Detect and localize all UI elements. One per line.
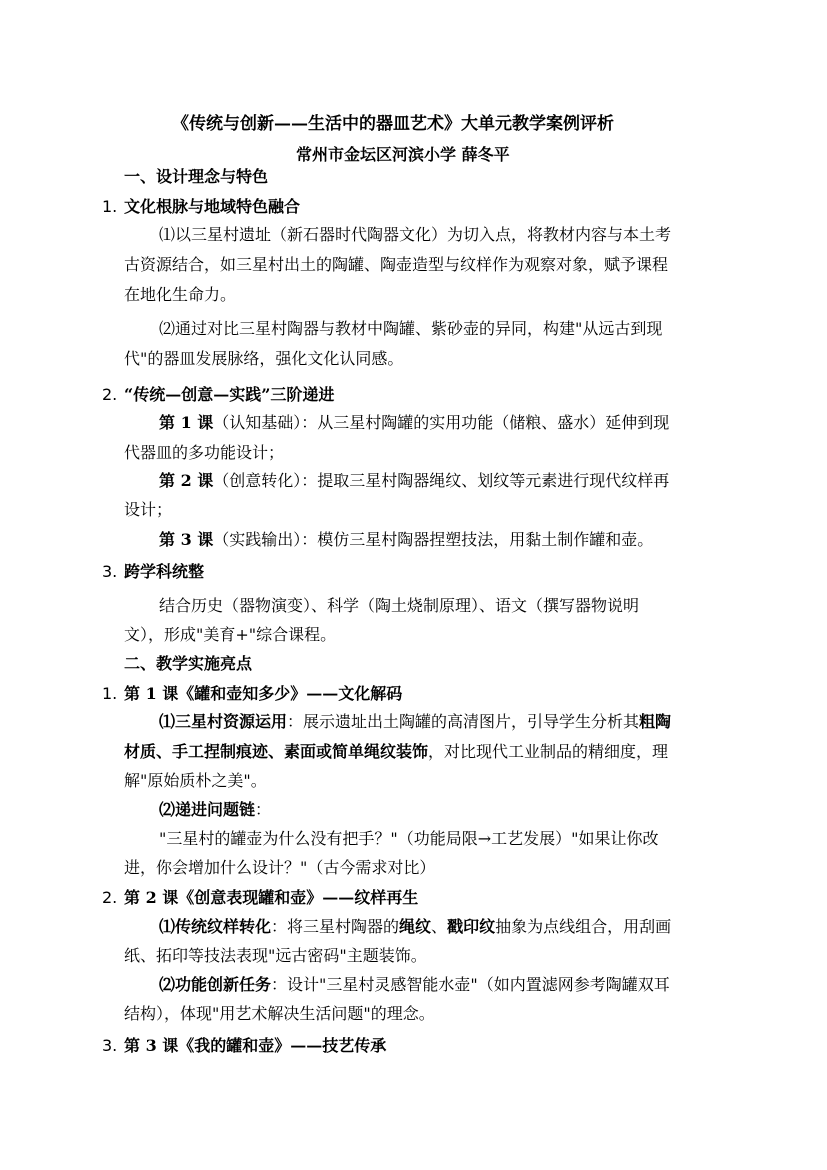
lesson-text: （创意转化）：提取三星村陶器绳纹、划纹等元素进行现代纹样再: [213, 471, 670, 490]
document-title: 《传统与创新——生活中的器皿艺术》大单元教学案例评析: [172, 114, 614, 134]
list-number: 1.: [102, 684, 118, 703]
paragraph-line: [159, 413, 669, 433]
bold-label: ⑴三星村资源运用: [159, 712, 288, 731]
paragraph-line: ⑵通过对比三星村陶器与教材中陶罐、紫砂壶的异同，构建"从远古到现: [159, 319, 663, 338]
paragraph-line: 结构），体现"用艺术解决生活问题"的理念。: [124, 1004, 435, 1023]
item-heading: 第 2 课《创意表现罐和壶》——纹样再生: [124, 888, 419, 907]
paragraph-line: "三星村的罐壶为什么没有把手？"（功能局限→工艺发展）"如果让你改: [159, 829, 659, 848]
bold-span: 戳印纹: [447, 917, 496, 936]
bold-label: ⑵递进问题链: [159, 800, 256, 819]
item-heading: 文化根脉与地域特色融合: [124, 197, 301, 216]
list-number: 1.: [102, 197, 118, 216]
paragraph-line: 文），形成"美育+"综合课程。: [124, 625, 337, 644]
text-span: 、: [431, 917, 448, 936]
bold-span: 材质、手工捏制痕迹、素面或简单绳纹装饰: [124, 742, 429, 761]
paragraph-line: 代"的器皿发展脉络，强化文化认同感。: [124, 349, 404, 368]
list-number: 2.: [102, 385, 118, 404]
paragraph-line: 进，你会增加什么设计？"（古今需求对比）: [124, 858, 436, 877]
lesson-label: 第 1 课: [159, 413, 214, 432]
list-number: 3.: [102, 562, 118, 581]
paragraph-line: 在地化生命力。: [124, 285, 237, 304]
paragraph-line: 设计；: [124, 500, 173, 519]
item-heading: “传统—创意—实践”三阶递进: [124, 385, 335, 404]
paragraph-line: [159, 712, 671, 732]
bold-label: ⑵功能创新任务: [159, 975, 272, 994]
item-heading: 第 1 课《罐和壶知多少》——文化解码: [124, 684, 403, 703]
list-number: 2.: [102, 888, 118, 907]
section-heading-1: 一、设计理念与特色: [124, 167, 269, 186]
paragraph-line: [159, 917, 671, 937]
paragraph-line: 结合历史（器物演变）、科学（陶土烧制原理）、语文（撰写器物说明: [159, 596, 640, 615]
item-heading: 第 3 课《我的罐和壶》——技艺传承: [124, 1036, 387, 1055]
lesson-text: （实践输出）：模仿三星村陶器捏塑技法，用黏土制作罐和壶。: [213, 530, 654, 549]
paragraph-line: 代器皿的多功能设计；: [124, 443, 285, 462]
text-span: ：将三星村陶器的: [271, 917, 400, 936]
author-line: 常州市金坛区河滨小学 薛冬平: [296, 145, 510, 164]
paragraph-line: [124, 742, 668, 762]
paragraph-line: [159, 975, 670, 995]
text-span: 抽象为点线组合，用刮画: [495, 917, 672, 936]
section-heading-2: 二、教学实施亮点: [124, 654, 253, 673]
bold-label: ⑴传统纹样转化: [159, 917, 272, 936]
item-heading: 跨学科统整: [124, 562, 205, 581]
paragraph-line: ⑴以三星村遗址（新石器时代陶器文化）为切入点，将教材内容与本土考: [159, 225, 672, 244]
lesson-label: 第 2 课: [159, 471, 214, 490]
paragraph-line: [159, 471, 669, 491]
paragraph-line: [159, 800, 271, 820]
lesson-label: 第 3 课: [159, 530, 214, 549]
text-span: ：设计"三星村灵感智能水壶"（如内置滤网参考陶罐双耳: [271, 975, 670, 994]
bold-span: 绳纹: [399, 917, 432, 936]
list-number: 3.: [102, 1036, 118, 1055]
bold-span: 粗陶: [639, 712, 672, 731]
text-span: ，对比现代工业制品的精细度，理: [428, 742, 669, 761]
text-span: ：: [255, 800, 272, 819]
paragraph-line: 古资源结合，如三星村出土的陶罐、陶壶造型与纹样作为观察对象，赋予课程: [124, 255, 669, 274]
paragraph-line: 纸、拓印等技法表现"远古密码"主题装饰。: [124, 946, 427, 965]
paragraph-line: [159, 530, 653, 550]
text-span: ：展示遗址出土陶罐的高清图片，引导学生分析其: [287, 712, 640, 731]
paragraph-line: 解"原始质朴之美"。: [124, 771, 267, 790]
lesson-text: （认知基础）：从三星村陶罐的实用功能（储粮、盛水）延伸到现: [213, 413, 670, 432]
